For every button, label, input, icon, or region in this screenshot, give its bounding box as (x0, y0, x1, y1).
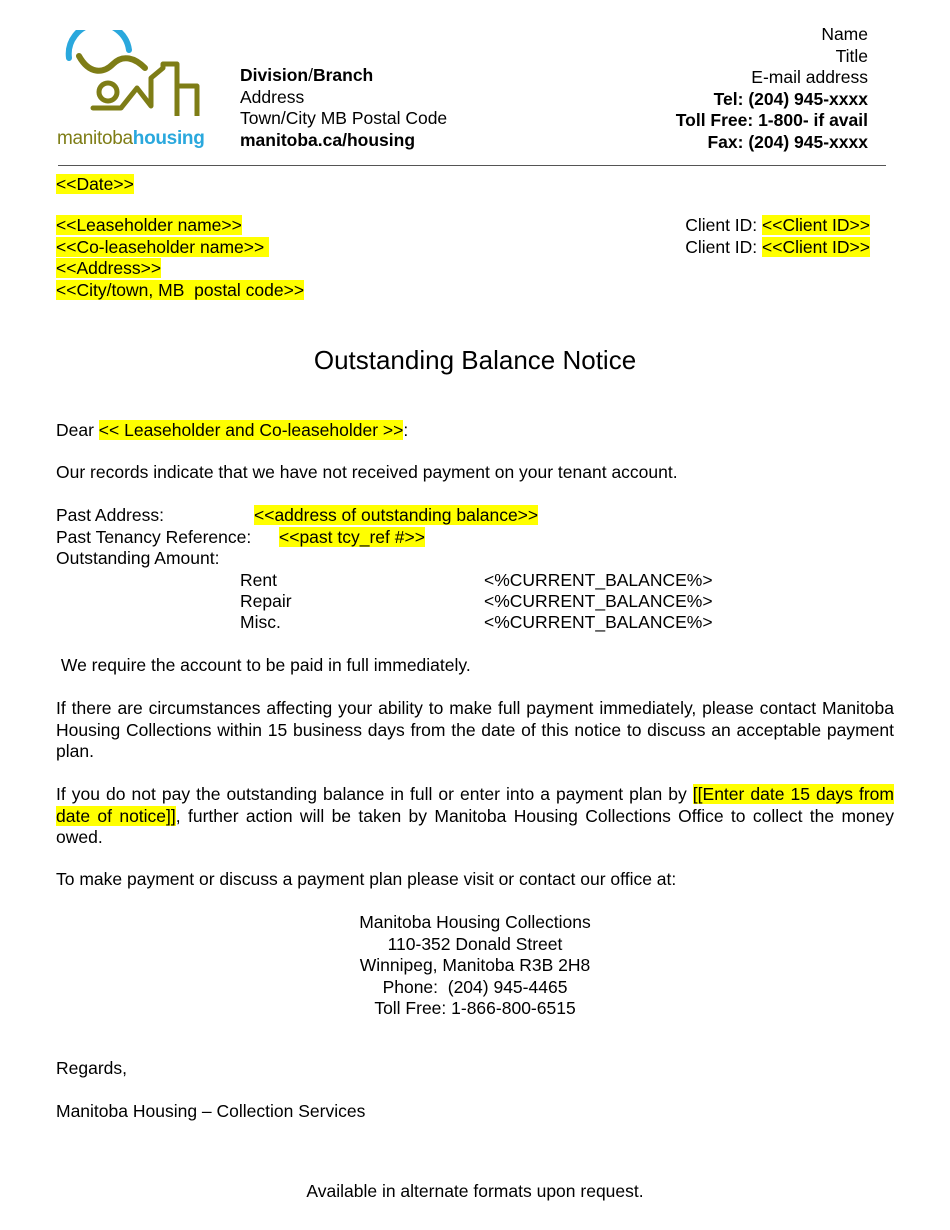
document-title: Outstanding Balance Notice (313, 345, 637, 375)
header-divider (58, 165, 886, 166)
office-toll-free: Toll Free: 1-866-800-6515 (374, 998, 576, 1018)
tenancy-label: Past Tenancy Reference: (56, 527, 252, 547)
past-address-label: Past Address: (56, 505, 164, 525)
deadline-placeholder: [[Enter date 15 days from date of notice]] (56, 784, 894, 826)
office-city: Winnipeg, Manitoba R3B 2H8 (359, 955, 591, 975)
salutation-prefix: Dear (56, 420, 99, 440)
no-payment-paragraph (56, 784, 894, 849)
client-id-label: Client ID: (685, 236, 763, 257)
contact-tel: Tel: (204) 945-xxxx (713, 88, 868, 109)
sender-town: Town/City MB Postal Code (240, 108, 448, 128)
client-id-value: <<Client ID>> (762, 215, 870, 235)
salutation (56, 420, 408, 442)
client-id-row (685, 215, 870, 237)
signature: Manitoba Housing – Collection Services (56, 1101, 366, 1121)
rent-value: <%CURRENT_BALANCE%> (484, 570, 713, 590)
date-placeholder: <<Date>> (56, 174, 134, 194)
contact-intro-paragraph: To make payment or discuss a payment plan please visit or contact our office at: (56, 869, 677, 889)
logo-word-manitoba: manitoba (57, 128, 133, 149)
tenancy-value: <<past tcy_ref #>> (279, 527, 425, 547)
misc-value: <%CURRENT_BALANCE%> (484, 612, 713, 632)
contact-toll-free: Toll Free: 1-800- if avail (675, 110, 868, 130)
past-address-value: <<address of outstanding balance>> (254, 505, 539, 525)
footer-note: Available in alternate formats upon request. (306, 1181, 644, 1201)
contact-email: E-mail address (751, 67, 868, 87)
logo-word-housing: housing (132, 128, 205, 149)
client-id-row (685, 237, 870, 259)
contact-fax: Fax: (204) 945-xxxx (707, 131, 868, 152)
office-name: Manitoba Housing Collections (359, 912, 591, 932)
recipient-address: <<Address>> (56, 258, 162, 278)
division-slash: / (308, 65, 313, 85)
outstanding-amount-label: Outstanding Amount: (56, 548, 220, 568)
sender-address: Address (240, 86, 305, 107)
client-id-value: <<Client ID>> (762, 236, 870, 257)
recipient-city: <<City/town, MB postal code>> (56, 279, 305, 300)
contact-name: Name (821, 24, 868, 44)
rent-label: Rent (240, 570, 277, 590)
logo-wordmark (57, 128, 205, 150)
repair-label: Repair (240, 591, 292, 611)
sender-website: manitoba.ca/housing (240, 129, 416, 150)
date-field (56, 174, 134, 196)
salutation-suffix: : (403, 420, 409, 440)
records-paragraph: Our records indicate that we have not received payment on your tenant account. (56, 462, 678, 482)
contact-title: Title (835, 45, 868, 66)
circumstances-paragraph: If there are circumstances affecting your ability to make full payment immediately, please contact Manitoba Housing Collections within 15 business days from the date of this notice to discuss an acceptable payment plan. (56, 698, 894, 761)
misc-label: Misc. (240, 612, 281, 632)
closing: Regards, (56, 1058, 128, 1078)
office-street: 110-352 Donald Street (387, 933, 563, 954)
office-address-block (0, 912, 950, 1020)
contact-block (676, 24, 868, 153)
no-payment-text-after: , further action will be taken by Manitoba Housing Collections Office to collect the money owed. (56, 805, 894, 847)
leaseholder-name: <<Leaseholder name>> (56, 215, 242, 235)
co-leaseholder-name: <<Co-leaseholder name>> (56, 236, 270, 257)
sender-block (240, 65, 447, 151)
salutation-name: << Leaseholder and Co-leaseholder >> (98, 420, 404, 440)
repair-value: <%CURRENT_BALANCE%> (484, 591, 713, 611)
no-payment-text-before: If you do not pay the outstanding balance in full or enter into a payment plan by (56, 784, 693, 804)
branch-label: Branch (312, 65, 374, 85)
client-id-block (685, 215, 870, 258)
recipient-block (56, 215, 304, 301)
require-paragraph: We require the account to be paid in full immediately. (56, 655, 471, 675)
client-id-label: Client ID: (685, 215, 763, 235)
office-phone: Phone: (204) 945-4465 (382, 976, 568, 997)
division-label: Division (240, 65, 309, 85)
